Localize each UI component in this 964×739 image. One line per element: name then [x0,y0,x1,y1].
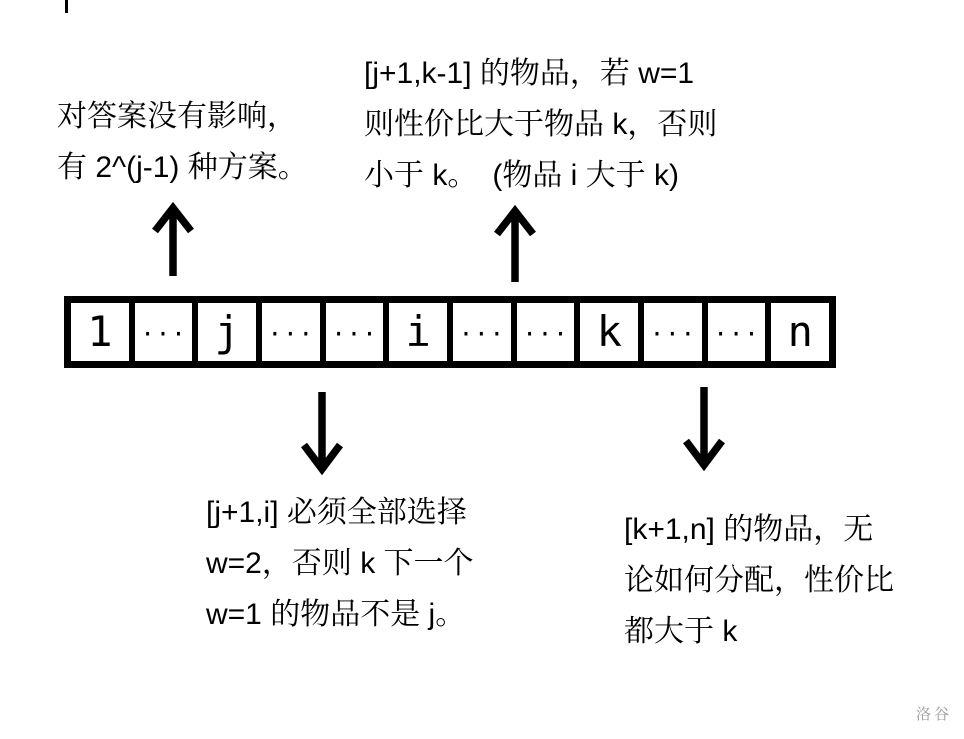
annotation-bottom-right [624,504,894,657]
array-cell: ··· [511,303,575,361]
annotation-bottom-middle [206,487,474,640]
annotation-line: [j+1,i] 必须全部选择 [206,496,467,529]
annotation-line: 都大于 k [624,615,738,648]
annotation-line: 则性价比大于物品 k，否则 [364,108,718,141]
array-cell: 1 [71,303,129,361]
annotation-line: 论如何分配，性价比 [624,564,894,597]
array-cell: ··· [256,303,320,361]
array-cell: ··· [702,303,766,361]
array-cell: i [383,303,447,361]
annotation-line: 有 2^(j-1) 种方案。 [57,151,308,184]
annotation-line: [j+1,k-1] 的物品，若 w=1 [364,57,695,90]
annotation-line: w=2，否则 k 下一个 [206,547,474,580]
down-arrow-icon [300,390,344,472]
array-cell: ··· [638,303,702,361]
array-cell: ··· [320,303,384,361]
array-cell: k [574,303,638,361]
text-cursor-mark [65,0,68,13]
annotation-line: 对答案没有影响， [57,100,297,133]
up-arrow-icon [151,204,195,278]
annotation-top-left [57,91,308,193]
array-cell: ··· [447,303,511,361]
array-row [64,296,836,368]
array-cell: n [765,303,829,361]
watermark-luogu: 洛谷 [916,706,953,723]
down-arrow-icon [682,385,726,468]
annotation-top-middle [364,48,717,201]
annotation-line: 小于 k。 (物品 i 大于 k) [364,159,679,192]
annotation-line: w=1 的物品不是 j。 [206,598,466,631]
array-cell: ··· [129,303,193,361]
array-cell: j [192,303,256,361]
up-arrow-icon [493,207,537,284]
annotation-line: [k+1,n] 的物品，无 [624,513,874,546]
